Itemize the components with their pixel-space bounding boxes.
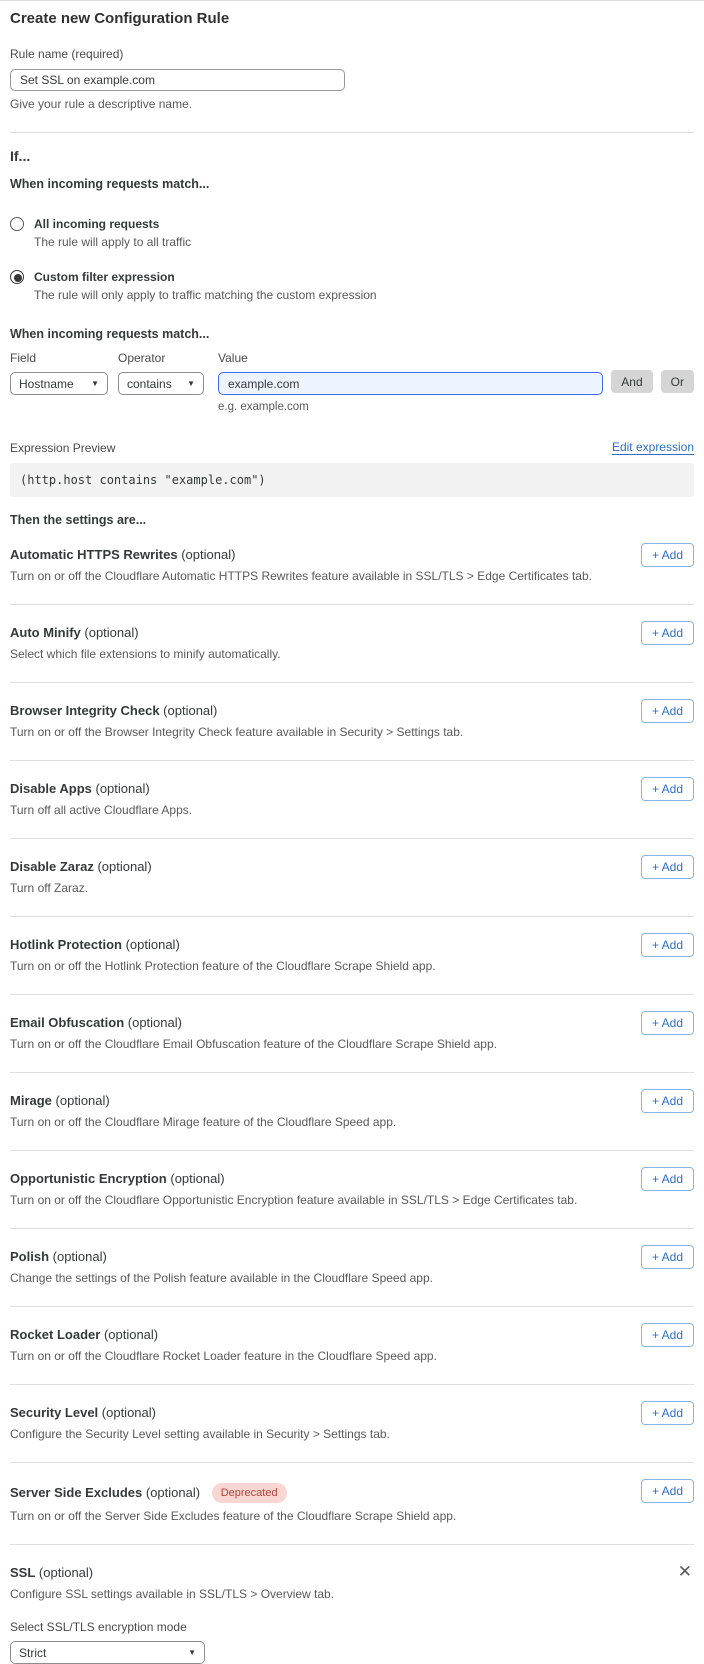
radio-button-icon[interactable] bbox=[10, 270, 24, 284]
add-button[interactable]: + Add bbox=[641, 543, 694, 567]
rule-name-input[interactable] bbox=[10, 69, 345, 91]
setting-optional-suffix: (optional) bbox=[163, 703, 218, 718]
setting-row bbox=[10, 605, 694, 683]
radio-option[interactable] bbox=[10, 217, 694, 249]
setting-description: Turn on or off the Browser Integrity Check feature available in Security > Settings tab. bbox=[10, 725, 464, 739]
ssl-mode-select[interactable] bbox=[10, 1641, 205, 1664]
setting-description: Turn on or off the Hotlink Protection feature of the Cloudflare Scrape Shield app. bbox=[10, 959, 436, 973]
radio-option-description: The rule will only apply to traffic matching the custom expression bbox=[34, 288, 377, 302]
add-button[interactable]: + Add bbox=[641, 933, 694, 957]
edit-expression-link[interactable]: Edit expression bbox=[611, 440, 694, 454]
operator-select-value: contains bbox=[127, 376, 172, 391]
create-configuration-rule-page bbox=[0, 1, 704, 1664]
setting-row bbox=[10, 527, 694, 605]
setting-optional-suffix: (optional) bbox=[170, 1171, 225, 1186]
if-heading: If... bbox=[10, 148, 31, 164]
add-button[interactable]: + Add bbox=[641, 1323, 694, 1347]
incoming-requests-match-heading: When incoming requests match... bbox=[10, 177, 210, 191]
setting-description: Turn on or off the Cloudflare Automatic HTTPS Rewrites feature available in SSL/TLS > Edge Certificates tab. bbox=[10, 569, 592, 583]
radio-button-icon[interactable] bbox=[10, 217, 24, 231]
ssl-setting-description: Configure SSL settings available in SSL/TLS > Overview tab. bbox=[10, 1587, 335, 1601]
expression-preview-header bbox=[10, 440, 694, 455]
setting-title: Security Level bbox=[10, 1405, 99, 1420]
setting-optional-suffix: (optional) bbox=[101, 1405, 156, 1420]
setting-title: Automatic HTTPS Rewrites bbox=[10, 547, 178, 562]
or-button[interactable]: Or bbox=[661, 370, 694, 393]
setting-optional-suffix: (optional) bbox=[95, 781, 150, 796]
and-button[interactable]: And bbox=[611, 370, 652, 393]
radio-option-label: Custom filter expression bbox=[34, 270, 175, 284]
add-button[interactable]: + Add bbox=[641, 1479, 694, 1503]
add-button[interactable]: + Add bbox=[641, 855, 694, 879]
setting-description: Turn on or off the Cloudflare Rocket Loader feature in the Cloudflare Speed app. bbox=[10, 1349, 437, 1363]
radio-option-label: All incoming requests bbox=[34, 217, 160, 231]
section-divider bbox=[10, 132, 694, 133]
rule-name-label: Rule name (required) bbox=[10, 47, 124, 61]
ssl-mode-select-value: Strict bbox=[19, 1645, 47, 1660]
setting-title: Mirage bbox=[10, 1093, 52, 1108]
setting-row bbox=[10, 1229, 694, 1307]
setting-description: Turn on or off the Cloudflare Mirage feature of the Cloudflare Speed app. bbox=[10, 1115, 397, 1129]
add-button[interactable]: + Add bbox=[641, 1167, 694, 1191]
ssl-optional-suffix: (optional) bbox=[38, 1565, 94, 1580]
field-label: Field bbox=[10, 351, 37, 365]
setting-row bbox=[10, 839, 694, 917]
add-button[interactable]: + Add bbox=[641, 1401, 694, 1425]
setting-description: Turn off Zaraz. bbox=[10, 881, 89, 895]
ssl-setting-title: SSL bbox=[10, 1565, 36, 1580]
setting-optional-suffix: (optional) bbox=[127, 1015, 182, 1030]
value-label: Value bbox=[218, 351, 248, 365]
expression-builder-heading: When incoming requests match... bbox=[10, 327, 210, 341]
setting-title: Server Side Excludes bbox=[10, 1485, 143, 1500]
setting-title: Rocket Loader bbox=[10, 1327, 101, 1342]
setting-description: Configure the Security Level setting available in Security > Settings tab. bbox=[10, 1427, 390, 1441]
chevron-down-icon: ▼ bbox=[91, 379, 99, 388]
setting-row bbox=[10, 1073, 694, 1151]
add-button[interactable]: + Add bbox=[641, 621, 694, 645]
andor-button-group bbox=[611, 351, 694, 393]
setting-title: Hotlink Protection bbox=[10, 937, 122, 952]
add-button[interactable]: + Add bbox=[641, 1089, 694, 1113]
ssl-mode-label: Select SSL/TLS encryption mode bbox=[10, 1620, 187, 1634]
deprecated-badge: Deprecated bbox=[212, 1483, 287, 1503]
add-button[interactable]: + Add bbox=[641, 777, 694, 801]
setting-title: Email Obfuscation bbox=[10, 1015, 125, 1030]
setting-optional-suffix: (optional) bbox=[55, 1093, 110, 1108]
ssl-setting-section bbox=[10, 1545, 694, 1664]
operator-label: Operator bbox=[118, 351, 166, 365]
setting-title: Disable Zaraz bbox=[10, 859, 94, 874]
expression-preview-label: Expression Preview bbox=[10, 441, 116, 455]
field-select-value: Hostname bbox=[19, 376, 74, 391]
field-select[interactable] bbox=[10, 372, 108, 395]
setting-row bbox=[10, 683, 694, 761]
then-settings-heading: Then the settings are... bbox=[10, 513, 147, 527]
setting-optional-suffix: (optional) bbox=[145, 1485, 201, 1500]
setting-title: Disable Apps bbox=[10, 781, 92, 796]
setting-title: Auto Minify bbox=[10, 625, 81, 640]
radio-option[interactable] bbox=[10, 270, 694, 302]
setting-description: Turn off all active Cloudflare Apps. bbox=[10, 803, 193, 817]
setting-row bbox=[10, 761, 694, 839]
expression-preview-code: (http.host contains "example.com") bbox=[10, 463, 694, 497]
setting-optional-suffix: (optional) bbox=[125, 937, 180, 952]
expression-builder-row bbox=[10, 351, 694, 413]
setting-row bbox=[10, 995, 694, 1073]
chevron-down-icon: ▼ bbox=[188, 1648, 196, 1657]
operator-select[interactable] bbox=[118, 372, 204, 395]
setting-optional-suffix: (optional) bbox=[181, 547, 236, 562]
setting-optional-suffix: (optional) bbox=[103, 1327, 159, 1342]
setting-title: Polish bbox=[10, 1249, 50, 1264]
close-icon[interactable]: ✕ bbox=[677, 1562, 692, 1581]
setting-title: Browser Integrity Check bbox=[10, 703, 160, 718]
setting-title: Opportunistic Encryption bbox=[10, 1171, 167, 1186]
setting-optional-suffix: (optional) bbox=[97, 859, 152, 874]
setting-description: Select which file extensions to minify automatically. bbox=[10, 647, 281, 661]
radio-option-description: The rule will apply to all traffic bbox=[34, 235, 192, 249]
setting-row bbox=[10, 1385, 694, 1463]
page-title: Create new Configuration Rule bbox=[10, 10, 230, 27]
setting-description: Turn on or off the Server Side Excludes feature of the Cloudflare Scrape Shield app. bbox=[10, 1509, 457, 1523]
chevron-down-icon: ▼ bbox=[187, 379, 195, 388]
value-helper: e.g. example.com bbox=[218, 401, 309, 413]
setting-row bbox=[10, 1151, 694, 1229]
setting-row bbox=[10, 1463, 694, 1545]
setting-description: Turn on or off the Cloudflare Opportunistic Encryption feature available in SSL/TLS > Edge Certificates tab. bbox=[10, 1193, 578, 1207]
setting-description: Turn on or off the Cloudflare Email Obfuscation feature of the Cloudflare Scrape Shield app. bbox=[10, 1037, 497, 1051]
setting-optional-suffix: (optional) bbox=[52, 1249, 107, 1264]
rule-name-helper: Give your rule a descriptive name. bbox=[10, 97, 193, 111]
setting-description: Change the settings of the Polish feature available in the Cloudflare Speed app. bbox=[10, 1271, 433, 1285]
settings-list bbox=[10, 527, 694, 1545]
add-button[interactable]: + Add bbox=[641, 1245, 694, 1269]
add-button[interactable]: + Add bbox=[641, 699, 694, 723]
setting-row bbox=[10, 1307, 694, 1385]
setting-row bbox=[10, 917, 694, 995]
add-button[interactable]: + Add bbox=[641, 1011, 694, 1035]
setting-optional-suffix: (optional) bbox=[84, 625, 139, 640]
value-input[interactable] bbox=[218, 372, 603, 395]
